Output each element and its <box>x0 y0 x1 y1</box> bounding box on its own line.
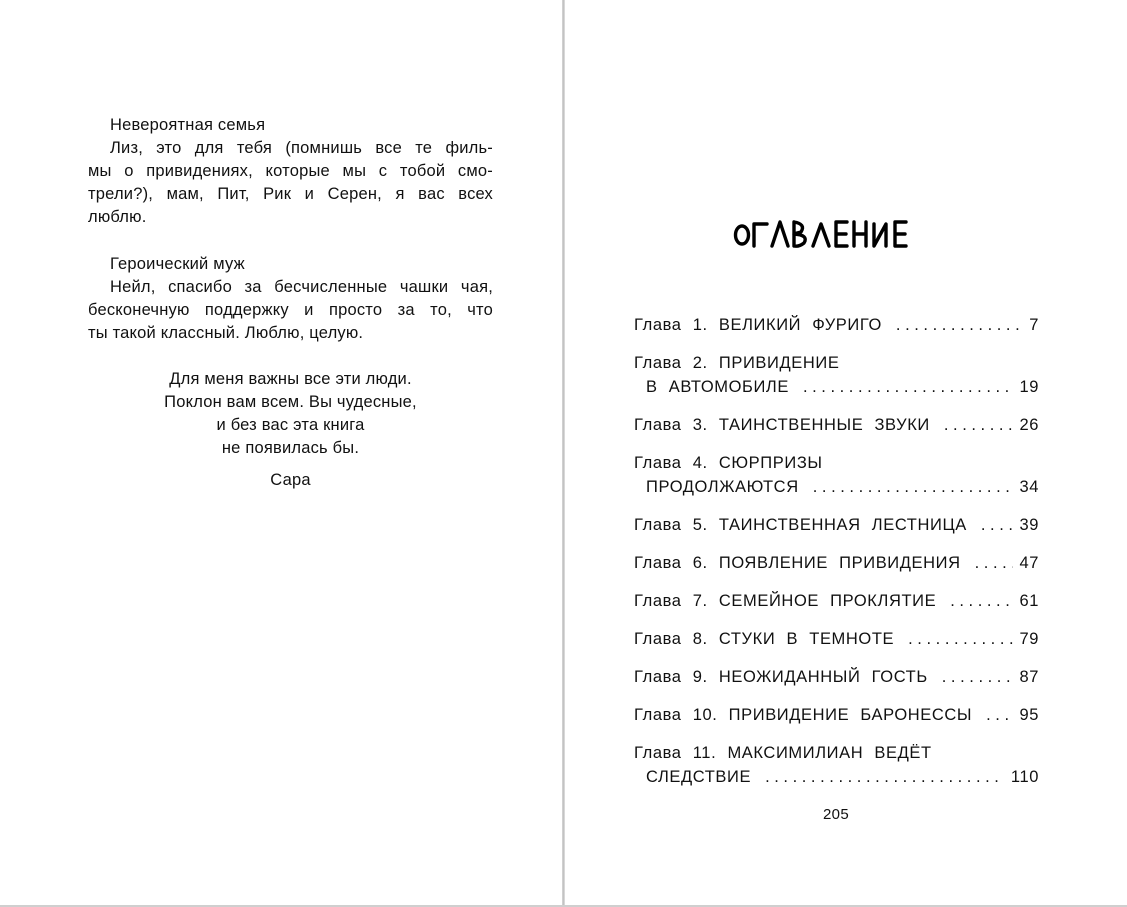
left-page <box>0 0 562 905</box>
chapter-title: Глава 11. МАКСИМИЛИАН ВЕДЁТ <box>634 744 932 762</box>
author-signature: Сара <box>270 471 311 489</box>
chapter-title-continued: ПРОДОЛЖАЮТСЯ <box>646 478 799 496</box>
text-line: трели?), мам, Пит, Рик и Серен, я вас всех <box>88 185 493 203</box>
chapter-title: Глава 5. ТАИНСТВЕННАЯ ЛЕСТНИЦА <box>634 516 967 534</box>
chapter-page-number: 61 <box>1019 592 1039 610</box>
dot-leader <box>765 765 1005 789</box>
toc-entry-chapter-4[interactable] <box>634 451 1039 499</box>
dedication-section-family <box>88 114 493 229</box>
chapter-page-number: 26 <box>1019 416 1039 434</box>
dot-leader <box>908 627 1013 651</box>
chapter-page-number: 95 <box>1019 706 1039 724</box>
chapter-page-number: 110 <box>1010 768 1039 786</box>
chapter-title-continued: В АВТОМОБИЛЕ <box>646 378 789 396</box>
text-line: мы о привидениях, которые мы с тобой смо- <box>88 162 493 180</box>
chapter-page-number: 19 <box>1019 378 1039 396</box>
text-line: Лиз, это для тебя (помнишь все те филь- <box>110 139 493 157</box>
verse-line: и без вас эта книга <box>216 416 365 434</box>
toc-entry-chapter-9[interactable] <box>634 665 1039 689</box>
dot-leader <box>986 703 1013 727</box>
chapter-page-number: 79 <box>1019 630 1039 648</box>
text-line: люблю. <box>88 208 147 226</box>
dedication-section-husband <box>88 253 493 345</box>
text-line: Нейл, спасибо за бесчисленные чашки чая, <box>110 278 493 296</box>
section-heading: Героический муж <box>110 255 245 273</box>
dot-leader <box>981 513 1014 537</box>
toc-entry-chapter-2[interactable] <box>634 351 1039 399</box>
text-line: ты такой классный. Люблю, целую. <box>88 324 364 342</box>
toc-entry-chapter-5[interactable] <box>634 513 1039 537</box>
toc-entry-chapter-6[interactable] <box>634 551 1039 575</box>
chapter-page-number: 47 <box>1019 554 1039 572</box>
dot-leader <box>896 313 1023 337</box>
chapter-title: Глава 2. ПРИВИДЕНИЕ <box>634 354 840 372</box>
toc-entry-chapter-1[interactable] <box>634 313 1039 337</box>
chapter-title: Глава 9. НЕОЖИДАННЫЙ ГОСТЬ <box>634 668 928 686</box>
chapter-title: Глава 1. ВЕЛИКИЙ ФУРИГО <box>634 316 882 334</box>
toc-entry-chapter-11[interactable] <box>634 741 1039 789</box>
dot-leader <box>950 589 1013 613</box>
chapter-page-number: 7 <box>1029 316 1039 334</box>
chapter-title: Глава 7. СЕМЕЙНОЕ ПРОКЛЯТИЕ <box>634 592 937 610</box>
verse-line: не появилась бы. <box>221 439 360 457</box>
toc-entry-chapter-8[interactable] <box>634 627 1039 651</box>
chapter-page-number: 39 <box>1019 516 1039 534</box>
dot-leader <box>942 665 1014 689</box>
toc-entry-chapter-3[interactable] <box>634 413 1039 437</box>
closing-verse <box>88 368 493 492</box>
toc-entry-chapter-7[interactable] <box>634 589 1039 613</box>
verse-line: Для меня важны все эти люди. <box>169 370 412 388</box>
dot-leader <box>803 375 1013 399</box>
dot-leader <box>813 475 1014 499</box>
toc-title <box>733 212 937 252</box>
chapter-page-number: 34 <box>1019 478 1039 496</box>
dot-leader <box>975 551 1014 575</box>
table-of-contents <box>634 313 1039 789</box>
page-number: 205 <box>823 806 849 823</box>
verse-line: Поклон вам всем. Вы чудесные, <box>164 393 417 411</box>
section-heading: Невероятная семья <box>110 116 266 134</box>
chapter-title: Глава 8. СТУКИ В ТЕМНОТЕ <box>634 630 895 648</box>
dedication-text <box>88 114 493 369</box>
dot-leader <box>944 413 1014 437</box>
chapter-page-number: 87 <box>1019 668 1039 686</box>
chapter-title: Глава 4. СЮРПРИЗЫ <box>634 454 823 472</box>
chapter-title: Глава 10. ПРИВИДЕНИЕ БАРОНЕССЫ <box>634 706 973 724</box>
chapter-title: Глава 3. ТАИНСТВЕННЫЕ ЗВУКИ <box>634 416 930 434</box>
chapter-title-continued: СЛЕДСТВИЕ <box>646 768 752 786</box>
chapter-title: Глава 6. ПОЯВЛЕНИЕ ПРИВИДЕНИЯ <box>634 554 961 572</box>
toc-title-lettering <box>733 212 937 252</box>
text-line: бесконечную поддержку и просто за то, что <box>88 301 493 319</box>
toc-entry-chapter-10[interactable] <box>634 703 1039 727</box>
